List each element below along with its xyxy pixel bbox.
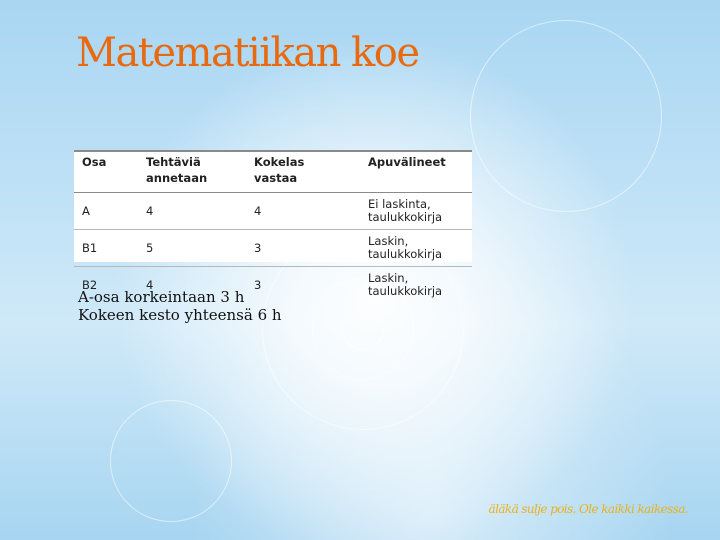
background-ring (470, 20, 662, 212)
cell-vastaa: 3 (254, 277, 262, 292)
header-tehtavia-line1: Tehtäviä (146, 155, 201, 169)
exam-duration-info (78, 288, 282, 324)
header-kokelas-vastaa (246, 151, 360, 193)
cell-apuvalineet: Laskin, taulukkokirja (360, 230, 472, 267)
background-ring (342, 308, 384, 350)
info-line-a-osa: A-osa korkeintaan 3 h (78, 288, 245, 306)
table-row (74, 193, 472, 230)
table-header-row (74, 151, 472, 193)
cell-osa: B2 (82, 277, 98, 292)
cell-osa: B1 (74, 230, 138, 267)
cell-osa: A (74, 193, 138, 230)
header-kokelas-line1: Kokelas (254, 155, 305, 169)
exam-table (74, 150, 472, 303)
footer-note: äläkä sulje pois. Ole kaikki kaikessa. (488, 502, 688, 516)
cell-annetaan: 4 (138, 193, 246, 230)
header-osa: Osa (74, 151, 138, 193)
background-ring (110, 400, 232, 522)
info-line-total: Kokeen kesto yhteensä 6 h (78, 306, 282, 324)
cell-annetaan: 4 (146, 277, 154, 292)
header-tehtavia-line2: annetaan (146, 171, 208, 185)
cell-vastaa: 3 (246, 230, 360, 267)
table-row (74, 230, 472, 267)
slide-title: Matematiikan koe (76, 30, 419, 76)
header-tehtavia-annetaan (138, 151, 246, 193)
cell-apuvalineet: Laskin, taulukkokirja (368, 271, 443, 298)
cell-apuvalineet: Ei laskinta, taulukkokirja (360, 193, 472, 230)
cell-vastaa: 4 (246, 193, 360, 230)
header-apuvalineet: Apuvälineet (360, 151, 472, 193)
cell-annetaan: 5 (138, 230, 246, 267)
header-kokelas-line2: vastaa (254, 171, 298, 185)
